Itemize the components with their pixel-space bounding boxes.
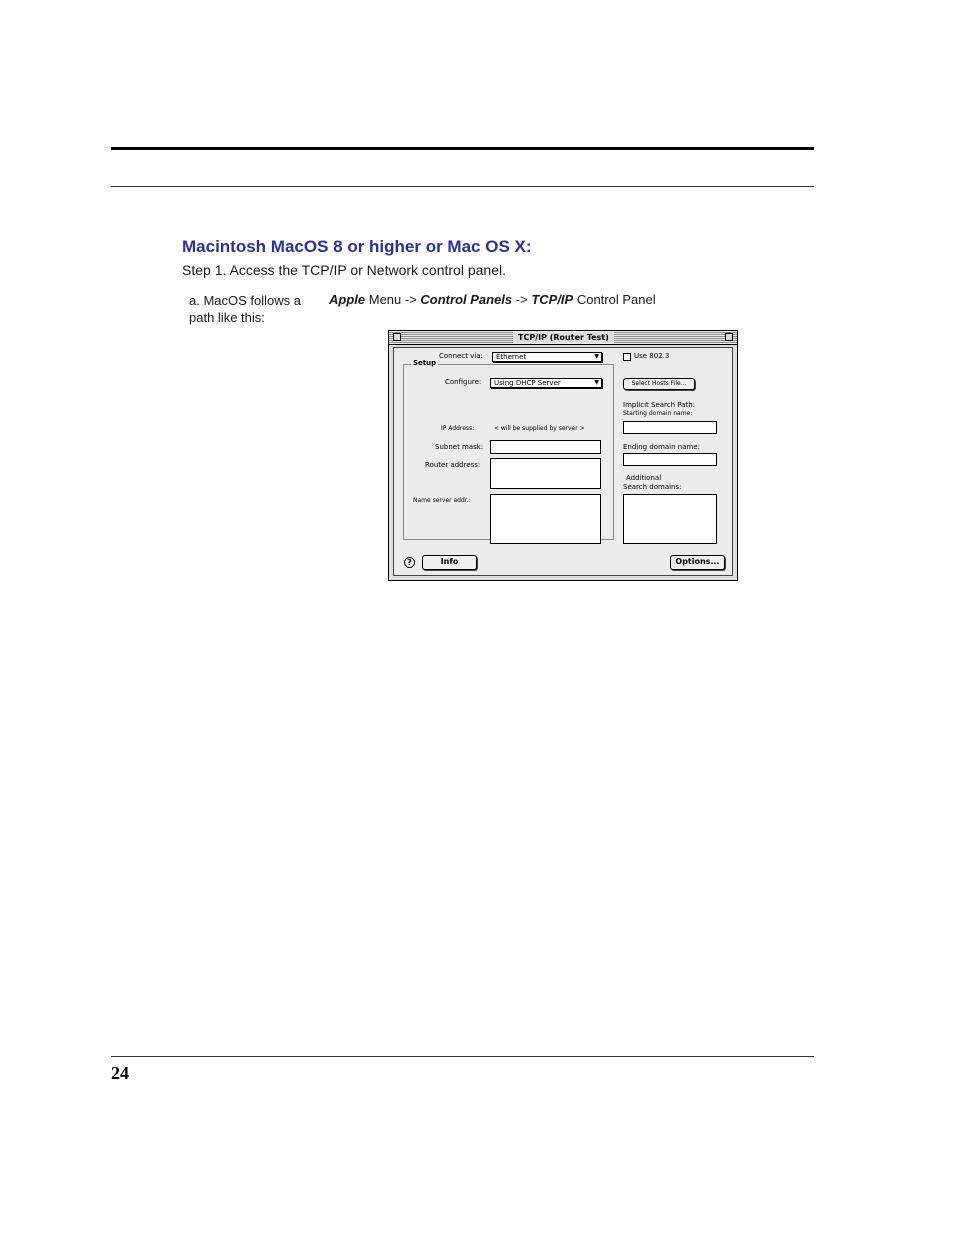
configure-label: Configure: [445,378,482,386]
window-content [393,347,733,576]
path-note: a. MacOS follows a path like this: [189,293,301,325]
router-address-label: Router address: [425,461,481,469]
path-arrow: -> [512,292,532,307]
window-title: TCP/IP (Router Test) [513,332,614,343]
ending-domain-label: Ending domain name: [623,443,701,451]
subnet-mask-field[interactable] [490,440,601,454]
popup-arrow-icon: ▼ [594,353,599,360]
top-rule [111,147,814,150]
connect-popup[interactable] [492,352,602,362]
configure-popup[interactable] [490,378,602,388]
header-rule [111,186,814,187]
additional-label: Additional [626,474,662,482]
path-apple: Apple [329,292,366,307]
page-number: 24 [111,1063,129,1083]
search-domains-label: Search domains: [623,483,682,491]
footer-rule [111,1056,814,1057]
connect-value: Ethernet [496,353,527,361]
ending-domain-field[interactable] [623,453,717,466]
step-text: Step 1. Access the TCP/IP or Network control panel. [182,262,506,278]
use-8023-checkbox[interactable] [623,353,631,361]
help-icon[interactable]: ? [404,557,415,568]
menu-path [329,292,656,307]
starting-domain-label: Starting domain name: [623,410,693,417]
path-control-panel: Control Panel [573,292,656,307]
ip-address-label: IP Address: [441,425,475,432]
configure-value: Using DHCP Server [494,379,561,387]
name-server-label: Name server addr.: [413,497,471,504]
tcpip-window [388,330,738,581]
path-control-panels: Control Panels [420,292,513,307]
ip-address-value: < will be supplied by server > [494,425,585,432]
popup-arrow-icon: ▼ [594,379,599,386]
close-box-icon[interactable] [393,333,401,341]
use-8023-label: Use 802.3 [634,352,670,360]
connect-label: Connect via: [439,352,483,360]
path-menu: Menu -> [365,292,421,307]
info-button[interactable]: Info [422,555,477,570]
select-hosts-button[interactable]: Select Hosts File... [623,378,695,390]
title-bar[interactable] [389,331,737,345]
setup-label: Setup [413,359,437,367]
subnet-mask-label: Subnet mask: [435,443,484,451]
starting-domain-field[interactable] [623,421,717,434]
implicit-search-label: Implicit Search Path: [623,401,695,409]
zoom-box-icon[interactable] [725,333,733,341]
options-button[interactable]: Options... [670,555,725,570]
name-server-field[interactable] [490,494,601,544]
section-heading: Macintosh MacOS 8 or higher or Mac OS X: [182,237,532,256]
search-domains-field[interactable] [623,494,717,544]
router-address-field[interactable] [490,458,601,489]
path-tcpip: TCP/IP [531,292,574,307]
